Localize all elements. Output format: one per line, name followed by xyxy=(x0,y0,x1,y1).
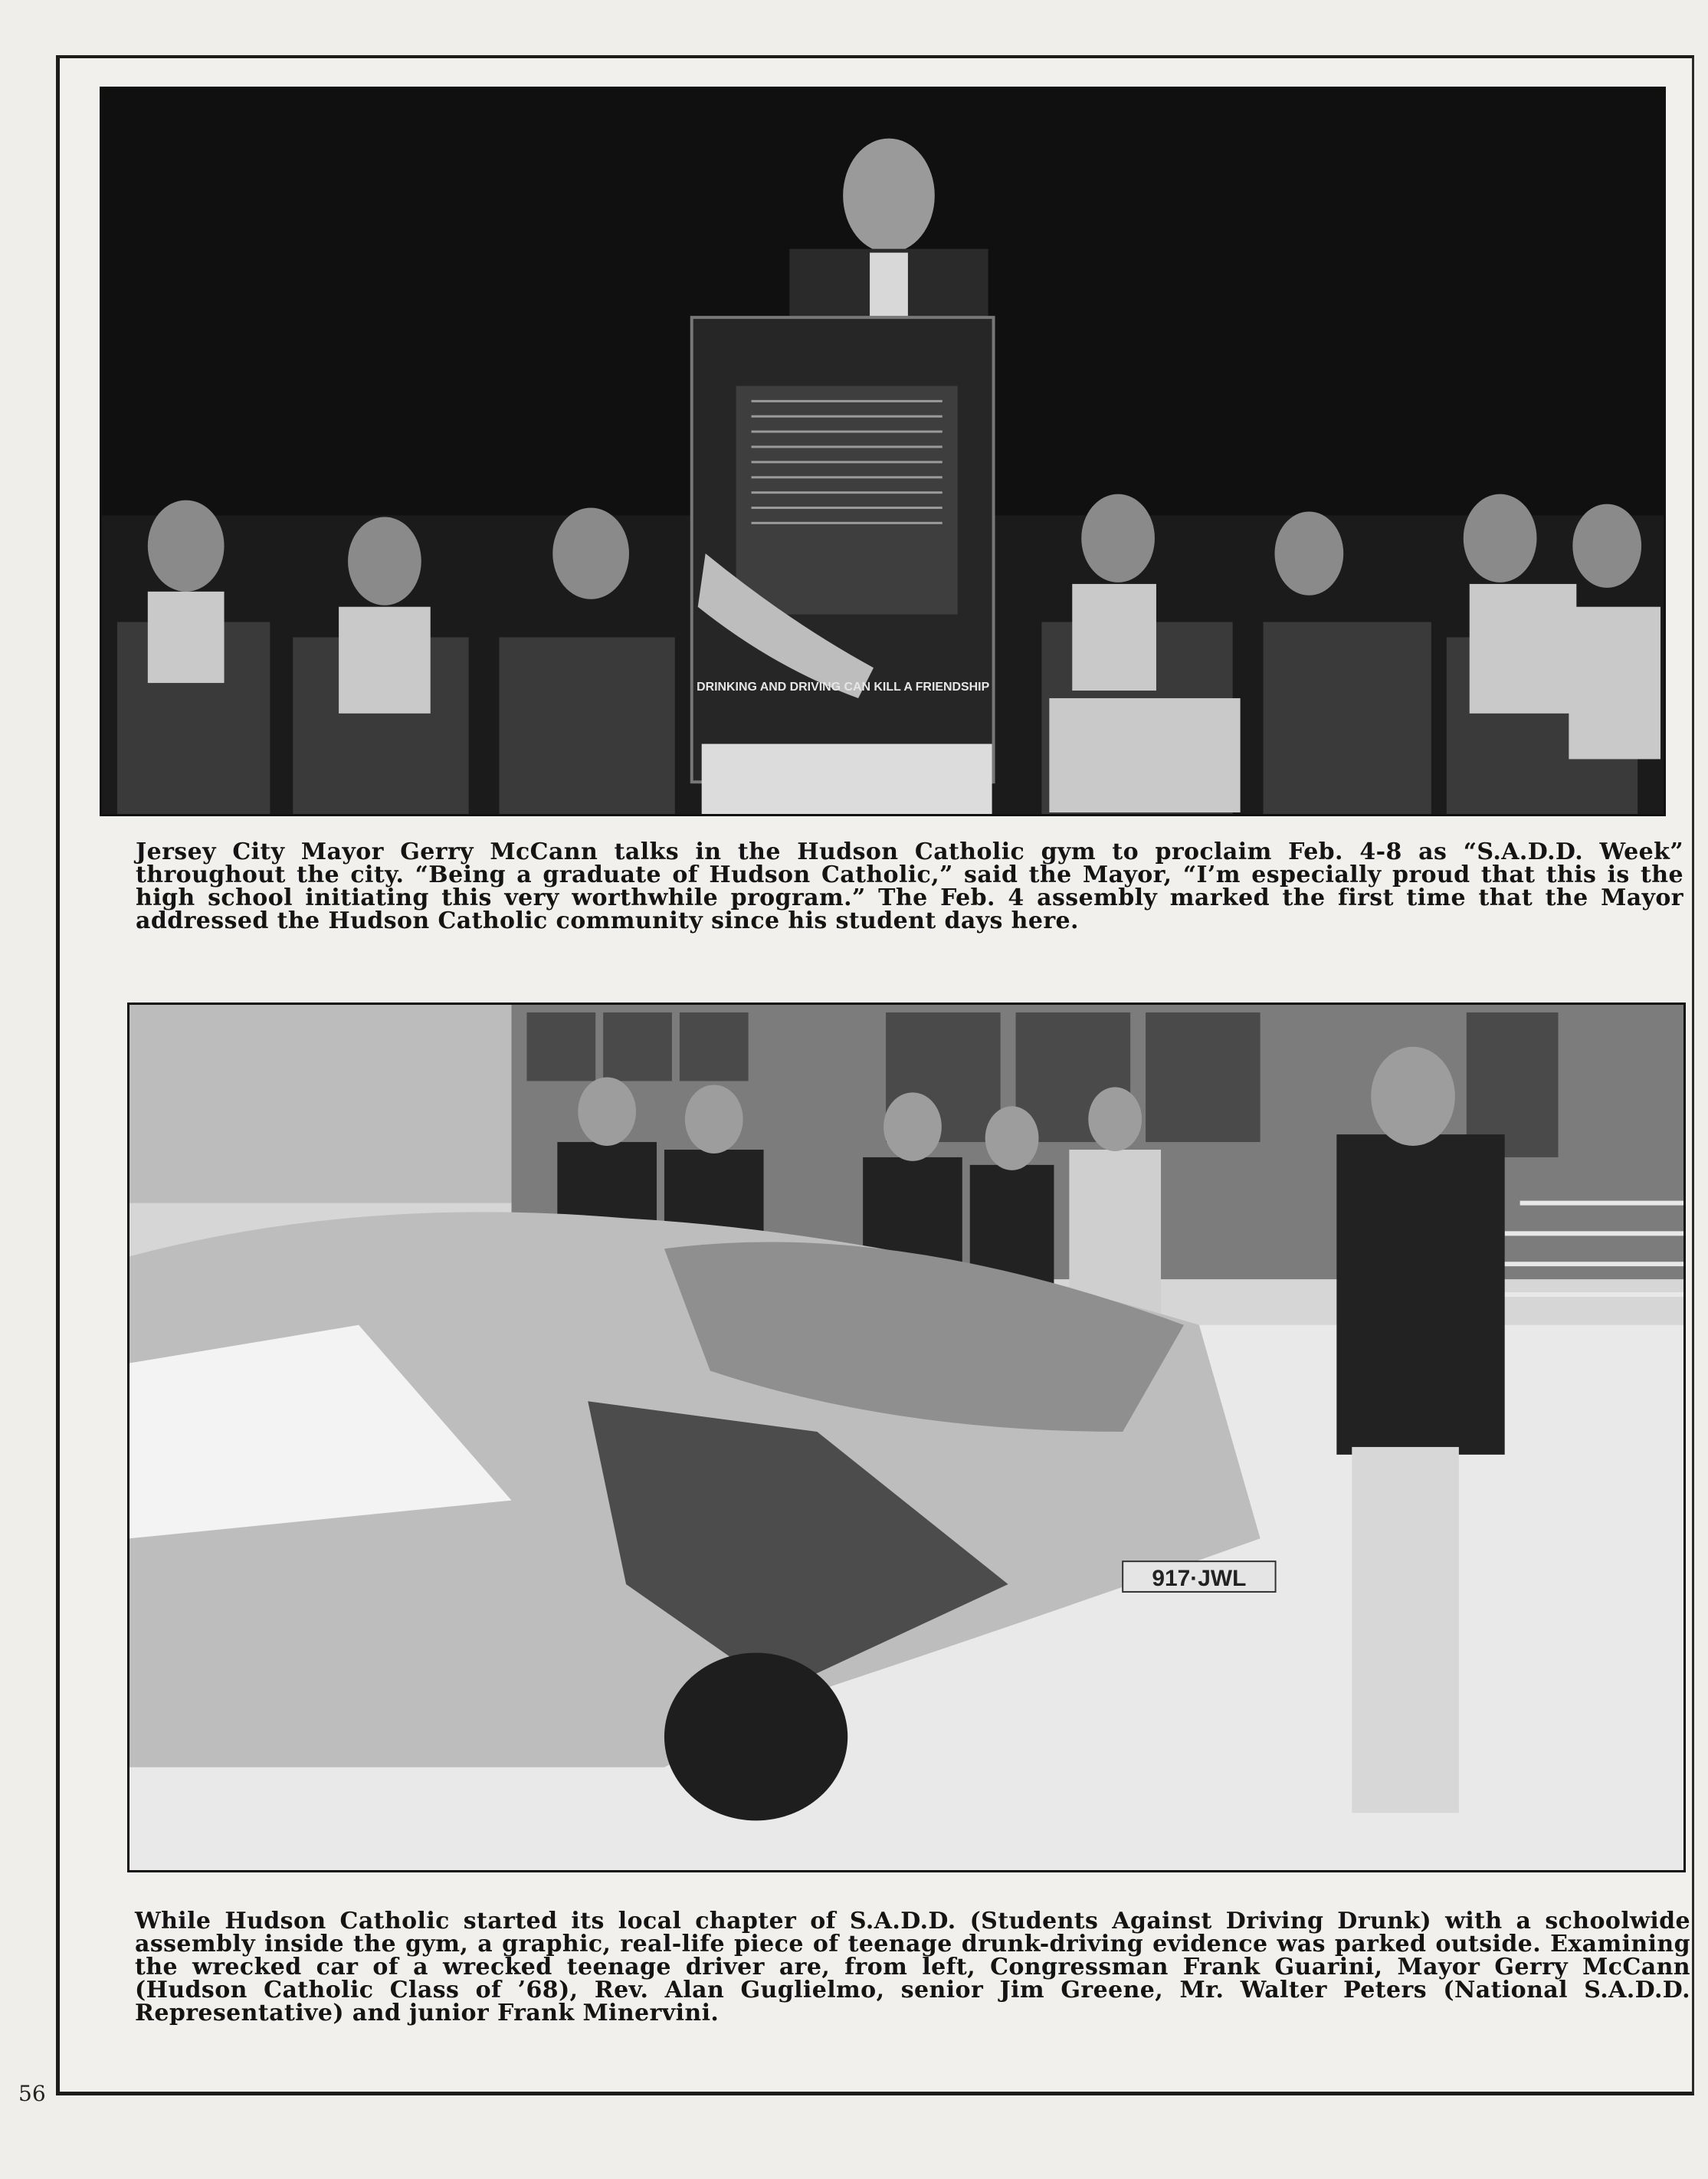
license-plate-text: 917·JWL xyxy=(1152,1566,1247,1591)
top-photo-caption: Jersey City Mayor Gerry McCann talks in the Hudson Catholic gym to proclaim Feb. 4-8 as “S.A.D.D. Week” throughout the city. “Being a graduate of Hudson Catholic,” said the Mayor, “I’m especially proud that this is the high school initiating this very worthwhile program.” The Feb. 4 assembly marked the first time that the Mayor addressed the Hudson Catholic community since his student days here. xyxy=(136,838,1683,934)
page-number: 56 xyxy=(18,2081,46,2106)
wrecked-car-photo xyxy=(127,1003,1686,1872)
bottom-photo-caption: While Hudson Catholic started its local chapter of S.A.D.D. (Students Against Driving Drunk) with a schoolwide assembly inside the gym, a graphic, real-life piece of teenage drunk-driving evidence was parked outside. Examining the wrecked car of a wrecked teenage driver are, from left, Congressman Frank Guarini, Mayor Gerry McCann (Hudson Catholic Class of ’68), Rev. Alan Guglielmo, senior Jim Greene, Mr. Walter Peters (National S.A.D.D. Representative) and junior Frank Minervini. xyxy=(135,1908,1690,2026)
mayor-podium-photo xyxy=(100,87,1666,816)
podium-poster-text: DRINKING AND DRIVING CAN KILL A FRIENDSHIP xyxy=(697,681,990,694)
